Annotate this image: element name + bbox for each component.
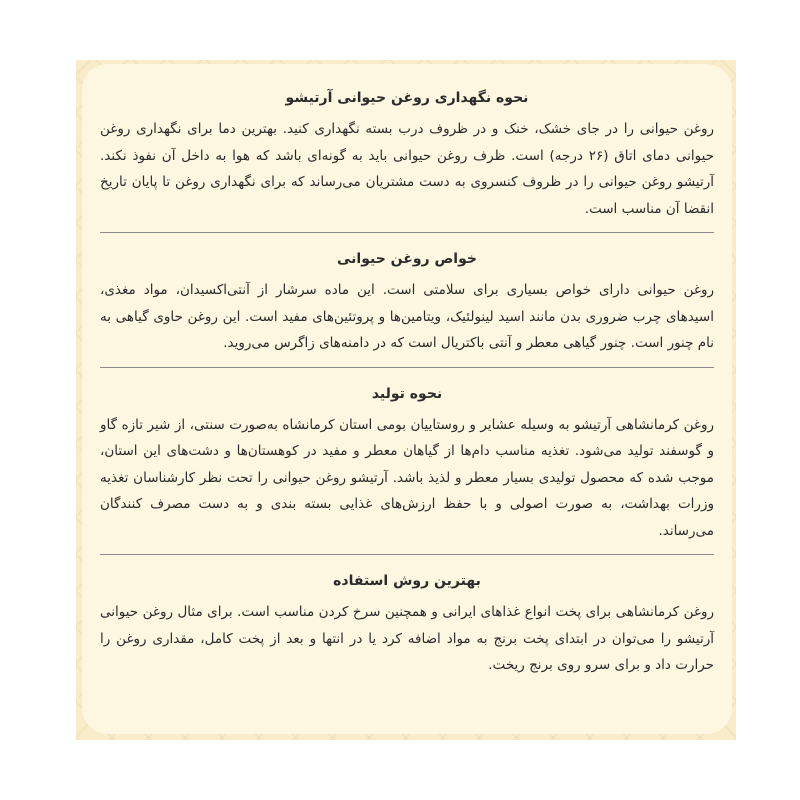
section-properties: [100, 249, 714, 357]
section-body-production: روغن کرمانشاهی آرتیشو به وسیله عشایر و روستاییان بومی استان کرمانشاه به‌صورت سنتی، از شیر تازه گاو و گوسفند تولید می‌شود. تغذیه مناسب دام‌ها از گیاهان معطر و مفید در کوهستان‌ها و دشت‌های این استان، موجب شده که محصول تولیدی بسیار معطر و لذیذ باشد. آرتیشو روغن حیوانی را تحت نظر کارشناسان تغذیه وزرات بهداشت، به صورت اصولی و با حفظ ارزش‌های غذایی بسته بندی و به دست مصرف کنندگان می‌رساند.: [100, 416, 714, 539]
section-body-usage: روغن کرمانشاهی برای پخت انواع غذاهای ایرانی و همچنین سرخ کردن مناسب است. برای مثال روغن حیوانی آرتیشو را می‌توان در ابتدای پخت برنج به مواد اضافه کرد یا در انتها و بعد از پخت کامل، مقداری روغن را حرارت داد و برای سرو روی برنج ریخت.: [100, 604, 714, 673]
section-title-usage: بهترین روش استفاده: [333, 573, 481, 589]
section-body-storage: روغن حیوانی را در جای خشک، خنک و در ظروف درب بسته نگهداری کنید. بهترین دما برای نگهداری روغن حیوانی دمای اتاق (۲۶ درجه) است. ظرف روغن حیوانی باید به گونه‌ای باشد که هوا به داخل آن نفوذ نکند. آرتیشو روغن حیوانی را در ظروف کنسروی به دست مشتریان می‌رساند که برای نگهداری روغن تا پایان تاریخ انقضا آن مناسب است.: [100, 121, 715, 217]
section-body-properties: روغن حیوانی دارای خواص بسیاری برای سلامتی است. این ماده سرشار از آنتی‌اکسیدان، مواد مغذی، اسیدهای چرب ضروری بدن مانند اسید لینولئیک، ویتامین‌ها و پروتئین‌های مفید است. این روغن حاوی گیاهی به نام چنور است. چنور گیاهی معطر و آنتی باکتریال است که در دامنه‌های زاگرس می‌روید.: [100, 282, 714, 351]
section-title-storage: نحوه نگهداری روغن حیوانی آرتیشو: [285, 90, 529, 106]
article: [100, 88, 714, 679]
section-production: [100, 384, 714, 545]
section-title-production: نحوه تولید: [371, 385, 443, 402]
section-storage: [100, 88, 714, 222]
divider: [100, 367, 714, 368]
section-title-properties: خواص روغن حیوانی: [337, 251, 477, 267]
divider: [100, 554, 714, 555]
divider: [100, 232, 714, 233]
section-usage: [100, 571, 714, 679]
